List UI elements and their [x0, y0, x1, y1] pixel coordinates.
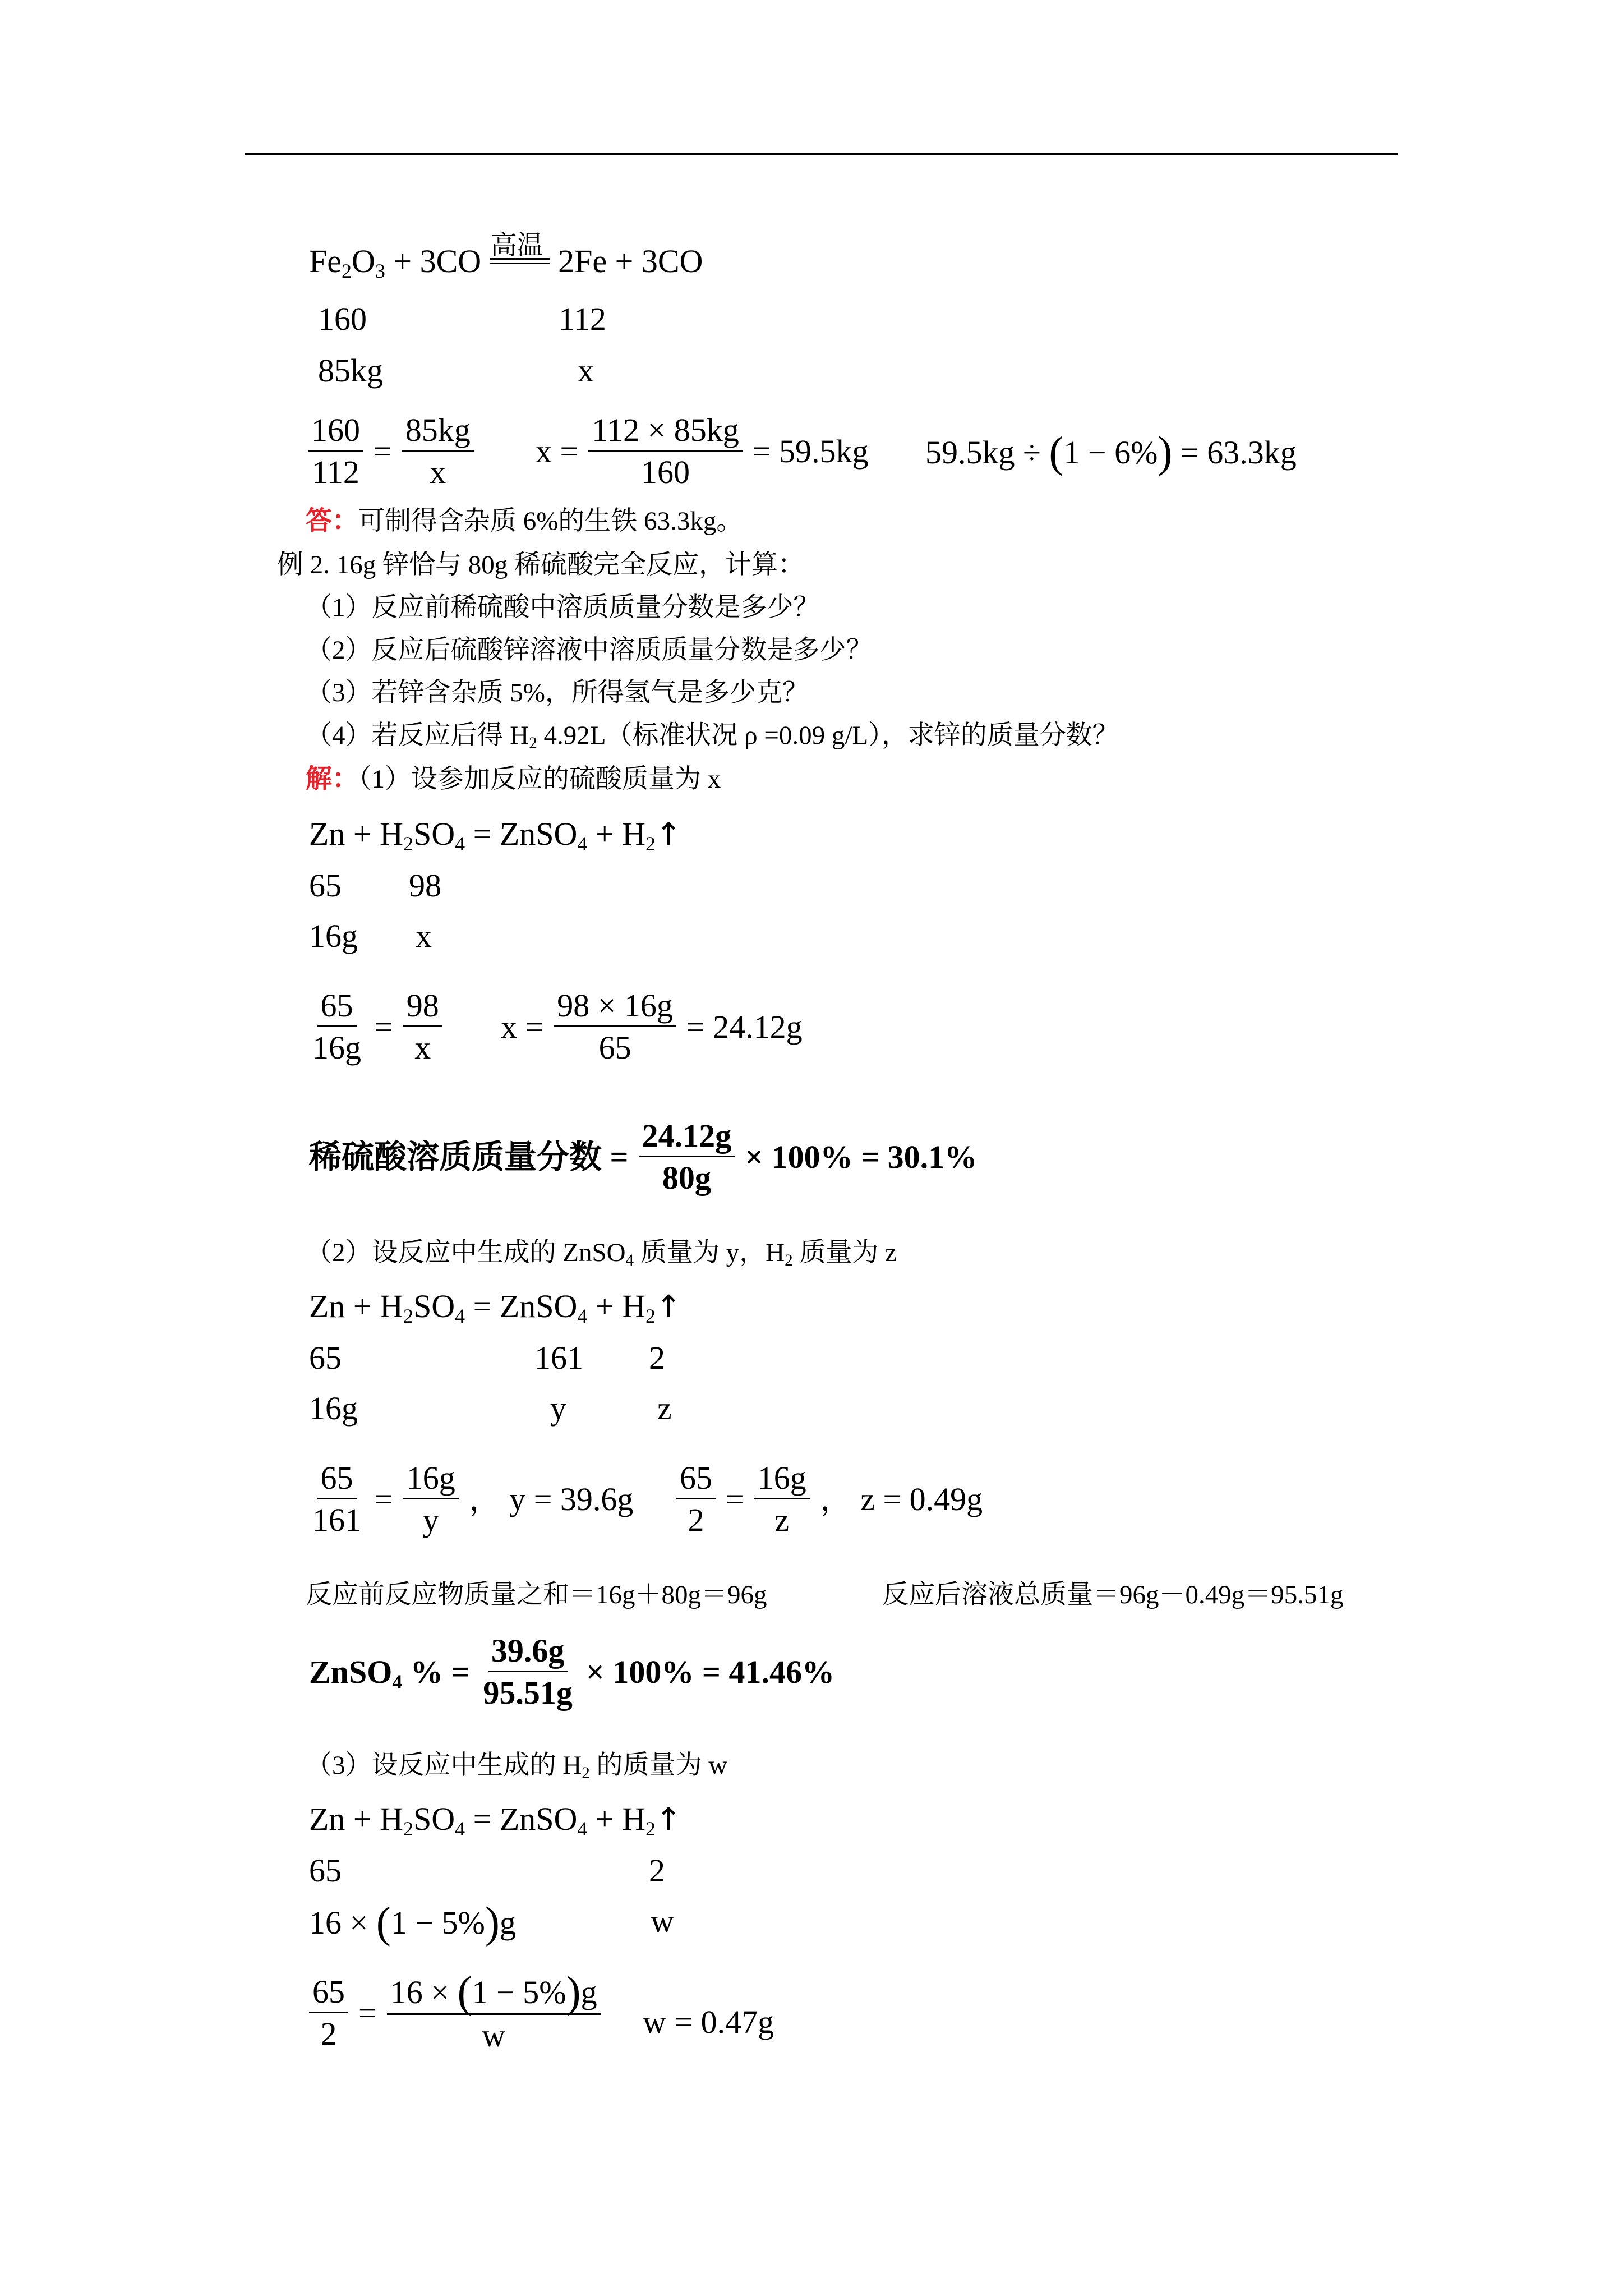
eq1-final — [925, 427, 1297, 476]
p1-mass-acid: 98 — [409, 867, 441, 904]
p2-mass-zn: 65 — [309, 1340, 342, 1376]
p2-given-zn: 16g — [309, 1390, 358, 1427]
part: SO — [413, 1288, 455, 1324]
sub: 2 — [645, 1305, 656, 1328]
x-result: = 59.5kg — [752, 432, 869, 470]
den: z — [774, 1502, 790, 1538]
eq1-products: 2Fe + 3CO — [558, 243, 703, 279]
sub: 4 — [577, 1818, 588, 1841]
part: g — [580, 1973, 597, 2010]
up-arrow-icon: ↑ — [656, 1289, 682, 1324]
frac-65-2 — [676, 1462, 716, 1536]
sub: 4 — [455, 832, 465, 855]
num: 39.6g — [488, 1635, 568, 1672]
p3-mass-zn: 65 — [309, 1852, 342, 1889]
q4-text: 4.92L（标准状况 ρ =0.09 g/L），求锌的质量分数？ — [537, 721, 1119, 750]
den: 2 — [688, 1502, 704, 1538]
frac-98-x — [403, 987, 442, 1066]
text: 的质量为 w — [589, 1751, 728, 1780]
den: y — [422, 1502, 439, 1538]
p1-solve-x — [501, 987, 803, 1066]
zn-h2so4-equation-1 — [309, 816, 682, 855]
sub: 2 — [403, 1818, 414, 1841]
eq1-3co: + 3CO — [385, 243, 482, 279]
solution-3-intro — [306, 1751, 728, 1783]
x-lhs: x = — [536, 432, 579, 470]
eq1-sub-2: 2 — [342, 260, 352, 283]
solution-1-text: （1）设参加反应的硫酸质量为 x — [358, 765, 721, 794]
part: 16 × — [390, 1973, 458, 2010]
den: 161 — [312, 1502, 361, 1538]
p3-given-h2: w — [651, 1903, 674, 1939]
sub: 2 — [785, 1251, 793, 1270]
equals: = — [374, 432, 392, 470]
p2-mass-salt: 161 — [534, 1340, 583, 1376]
sub: 4 — [625, 1251, 634, 1270]
num: 65 — [309, 1976, 348, 2013]
eq1-solve-x — [536, 414, 869, 489]
den: 16g — [312, 1029, 361, 1066]
den: 112 — [312, 454, 359, 490]
solution-1-intro — [306, 766, 721, 793]
frac-16g-z — [754, 1462, 810, 1536]
sum-before: 反应前反应物质量之和＝16g＋80g＝96g — [306, 1580, 767, 1609]
q4-text: （4）若反应后得 H — [306, 721, 529, 750]
question-4 — [306, 721, 1119, 753]
p2-mass-h2: 2 — [649, 1340, 665, 1376]
pct-lhs — [309, 1653, 470, 1693]
answer1 — [306, 508, 743, 535]
paren-open: ( — [457, 1967, 472, 2016]
up-arrow-icon: ↑ — [656, 816, 682, 852]
p3-proportion — [309, 1967, 601, 2054]
eq1-o: O — [351, 243, 375, 279]
part: 1 − 5% — [390, 1904, 485, 1941]
equals: = — [375, 1008, 393, 1045]
eq1-condition-arrow — [490, 231, 550, 272]
zn-h2so4-equation-2 — [309, 1288, 682, 1328]
num: 65 — [317, 1462, 357, 1499]
num: 98 × 16g — [554, 990, 676, 1027]
p3-given-zn — [309, 1898, 516, 1947]
p1-mass-zn: 65 — [309, 867, 342, 904]
frac-16g-y — [403, 1462, 459, 1536]
sub: 4 — [455, 1305, 465, 1328]
zn-h2so4-equation-3 — [309, 1801, 682, 1841]
pct-result: × 100% = 41.46% — [585, 1653, 834, 1690]
text: 质量为 z — [792, 1238, 897, 1267]
eq1-condition: 高温 — [490, 231, 543, 260]
frac-98x16g-65 — [554, 987, 676, 1066]
num: 16g — [754, 1462, 810, 1499]
frac-112x85-160 — [588, 414, 743, 489]
z-result: ， z = 0.49g — [819, 1480, 983, 1517]
q4-sub: 2 — [529, 734, 537, 753]
text: （2）设反应中生成的 ZnSO — [306, 1238, 626, 1267]
p1-mass-fraction — [309, 1117, 978, 1196]
sum-after: 反应后溶液总质量＝96g－0.49g＝95.51g — [882, 1580, 1344, 1609]
eq1-fe: Fe — [309, 243, 342, 279]
part: + H — [587, 816, 646, 852]
p1-given-zn: 16g — [309, 918, 358, 954]
equals: = — [358, 1994, 377, 2031]
den: 65 — [598, 1029, 631, 1066]
sub: 4 — [577, 1305, 588, 1328]
sub: 2 — [645, 1818, 656, 1841]
num: 85kg — [402, 414, 474, 452]
equals: = — [375, 1480, 393, 1517]
eq1-equation — [309, 231, 703, 283]
equals: = — [726, 1480, 744, 1517]
sub: 2 — [403, 832, 414, 855]
frac-85kg-x — [402, 414, 474, 489]
example2-title: 例 2. 16g 锌恰与 80g 稀硫酸完全反应，计算： — [277, 550, 804, 579]
p2-mass-fraction — [309, 1632, 834, 1711]
question-3: （3）若锌含杂质 5%，所得氢气是多少克？ — [306, 678, 809, 707]
p1-proportion — [309, 987, 442, 1066]
p2-proportion-y — [309, 1462, 633, 1536]
paren-close: ) — [566, 1967, 581, 2016]
part: Zn + H — [309, 1288, 404, 1324]
fraction-result: × 100% = 30.1% — [745, 1138, 978, 1175]
part: ZnSO — [309, 1653, 393, 1690]
num: 16g — [403, 1462, 459, 1499]
p1-given-acid: x — [416, 918, 432, 954]
num: 65 — [676, 1462, 716, 1499]
part: Zn + H — [309, 816, 404, 852]
sub: 2 — [582, 1764, 590, 1783]
eq1-sub-3: 3 — [375, 260, 385, 283]
up-arrow-icon: ↑ — [656, 1801, 682, 1837]
eq1-mass-fe2o3: 160 — [318, 301, 367, 337]
sub: 2 — [645, 832, 656, 855]
sub: 4 — [577, 832, 588, 855]
frac-65-161 — [309, 1462, 365, 1536]
part: 1 − 5% — [472, 1973, 566, 2010]
paren-open: ( — [376, 1898, 391, 1947]
num: 98 — [403, 990, 442, 1027]
paren-close: ) — [485, 1898, 500, 1947]
den: 160 — [641, 454, 690, 490]
sub: 2 — [403, 1305, 414, 1328]
sub: 4 — [455, 1818, 465, 1841]
part: g — [499, 1904, 516, 1941]
eq1-given-fe: x — [578, 352, 594, 389]
question-2: （2）反应后硫酸锌溶液中溶质质量分数是多少？ — [306, 636, 873, 665]
eq1-proportion — [308, 414, 474, 489]
y-result: ， y = 39.6g — [468, 1480, 634, 1517]
p3-w-result: w = 0.47g — [643, 2004, 774, 2040]
fraction-label: 稀硫酸溶质质量分数 = — [309, 1138, 629, 1175]
text: 质量为 y，H — [634, 1238, 785, 1267]
part: % = — [402, 1653, 470, 1690]
part: 59.5kg ÷ — [925, 434, 1049, 471]
paren-close: ) — [1158, 427, 1173, 476]
num: 112 × 85kg — [588, 414, 743, 452]
answer-label: 答： — [306, 507, 358, 536]
num: 160 — [308, 414, 363, 452]
part: 1 − 6% — [1063, 434, 1158, 471]
part: = ZnSO — [465, 816, 578, 852]
frac-16x95pct-w — [387, 1967, 601, 2054]
part: = ZnSO — [465, 1801, 578, 1837]
frac-24.12g-80g — [639, 1117, 735, 1196]
part: SO — [413, 1801, 455, 1837]
part: Zn + H — [309, 1801, 404, 1837]
p2-given-salt: y — [550, 1390, 566, 1427]
frac-65-2 — [309, 1973, 348, 2053]
x-result: = 24.12g — [686, 1008, 803, 1045]
num: 24.12g — [639, 1120, 735, 1157]
header-rule — [245, 153, 1398, 155]
den: 80g — [662, 1159, 711, 1196]
solution-label: 解： — [306, 765, 358, 794]
question-1: （1）反应前稀硫酸中溶质质量分数是多少？ — [306, 593, 820, 622]
solution-2-intro — [306, 1238, 897, 1270]
den: 2 — [320, 2016, 337, 2053]
p3-mass-h2: 2 — [649, 1852, 665, 1889]
x-lhs: x = — [501, 1008, 544, 1045]
frac-160-112 — [308, 414, 363, 489]
den: x — [414, 1029, 431, 1066]
eq1-mass-fe: 112 — [559, 301, 606, 337]
part: + H — [587, 1288, 646, 1324]
den: w — [482, 2017, 506, 2054]
frac-65-16g — [309, 987, 365, 1066]
text: （3）设反应中生成的 H — [306, 1751, 582, 1780]
part: + H — [587, 1801, 646, 1837]
frac-39.6g-95.51g — [479, 1632, 576, 1711]
den: x — [430, 454, 446, 490]
part: 16 × — [309, 1904, 376, 1941]
part: = ZnSO — [465, 1288, 578, 1324]
part: = 63.3kg — [1172, 434, 1297, 471]
p2-proportion-z — [676, 1462, 983, 1536]
sub: 4 — [392, 1670, 403, 1693]
num: 65 — [317, 990, 357, 1027]
answer-text: 可制得含杂质 6%的生铁 63.3kg。 — [358, 507, 743, 536]
p2-given-h2: z — [657, 1390, 672, 1427]
eq1-given-fe2o3: 85kg — [318, 352, 383, 389]
num — [387, 1967, 601, 2016]
paren-open: ( — [1049, 427, 1064, 476]
den: 95.51g — [483, 1674, 573, 1711]
part: SO — [413, 816, 455, 852]
